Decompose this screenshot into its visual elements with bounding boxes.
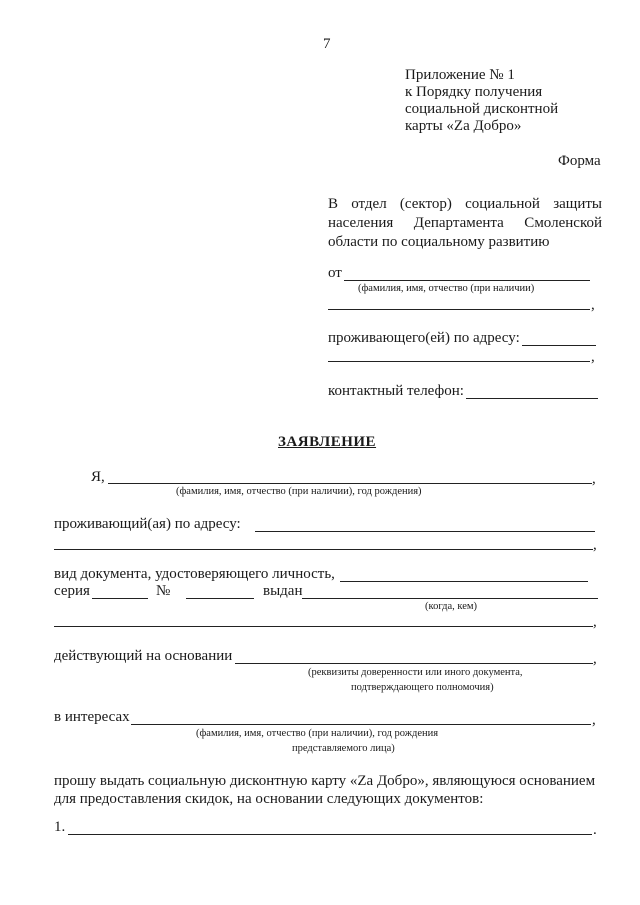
number-label: № — [156, 583, 171, 599]
from-label: от — [328, 265, 342, 281]
residing-address-field[interactable] — [522, 345, 596, 346]
request-line-1: прошу выдать социальную дисконтную карту «Za Добро», являющуюся основанием — [54, 773, 596, 789]
issued-comma: , — [593, 614, 597, 630]
appendix-line-3: социальной дисконтной — [405, 101, 559, 117]
from-name-field-continued[interactable] — [328, 309, 590, 310]
from-hint: (фамилия, имя, отчество (при наличии) — [358, 283, 535, 294]
acting-hint-line-2: подтверждающего полномочия) — [351, 682, 494, 693]
address-field-continued[interactable] — [54, 549, 593, 550]
acting-hint-line-1: (реквизиты доверенности или иного документа, — [308, 667, 523, 678]
id-document-field[interactable] — [340, 581, 588, 582]
interests-label: в интересах — [54, 709, 130, 725]
series-field[interactable] — [92, 598, 148, 599]
residing-label: проживающего(ей) по адресу: — [328, 330, 520, 346]
phone-field[interactable] — [466, 398, 598, 399]
appendix-line-4: карты «Za Добро» — [405, 118, 522, 134]
applicant-label: Я, — [91, 469, 105, 485]
address-field[interactable] — [255, 531, 595, 532]
applicant-name-field[interactable] — [108, 483, 592, 484]
page-number: 7 — [323, 36, 331, 52]
interests-name-field[interactable] — [131, 724, 591, 725]
addressee-line-3: области по социальному развитию — [328, 234, 550, 250]
acting-basis-field[interactable] — [235, 663, 593, 664]
applicant-hint: (фамилия, имя, отчество (при наличии), год рождения) — [176, 486, 422, 497]
number-field[interactable] — [186, 598, 254, 599]
item-1-period: . — [593, 822, 597, 838]
residing-address-field-continued[interactable] — [328, 361, 590, 362]
item-1-label: 1. — [54, 819, 66, 835]
address-label: проживающий(ая) по адресу: — [54, 516, 241, 532]
appendix-line-2: к Порядку получения — [405, 84, 543, 100]
addressee-line-1: В отдел (сектор) социальной защиты — [328, 196, 602, 212]
acting-comma: , — [593, 651, 597, 667]
addressee-block — [328, 196, 602, 251]
addressee-line-2: населения Департамента Смоленской — [328, 215, 602, 231]
issued-hint: (когда, кем) — [425, 601, 477, 612]
address-comma: , — [593, 537, 597, 553]
id-document-label: вид документа, удостоверяющего личность, — [54, 566, 335, 582]
request-line-2: для предоставления скидок, на основании следующих документов: — [54, 791, 484, 807]
residing-comma: , — [591, 349, 595, 365]
acting-label: действующий на основании — [54, 648, 233, 664]
appendix-line-1: Приложение № 1 — [405, 67, 515, 83]
issued-field-continued[interactable] — [54, 626, 593, 627]
interests-comma: , — [592, 712, 596, 728]
from-name-field[interactable] — [344, 280, 590, 281]
issued-label: выдан — [263, 583, 303, 599]
from-comma: , — [591, 297, 595, 313]
document-title: ЗАЯВЛЕНИЕ — [278, 434, 377, 450]
interests-hint-line-1: (фамилия, имя, отчество (при наличии), год рождения — [196, 728, 439, 739]
form-label: Форма — [558, 153, 601, 169]
issued-field[interactable] — [302, 598, 598, 599]
item-1-field[interactable] — [68, 834, 592, 835]
interests-hint-line-2: представляемого лица) — [292, 743, 395, 754]
phone-label: контактный телефон: — [328, 383, 464, 399]
series-label: серия — [54, 583, 90, 599]
applicant-comma: , — [592, 471, 596, 487]
